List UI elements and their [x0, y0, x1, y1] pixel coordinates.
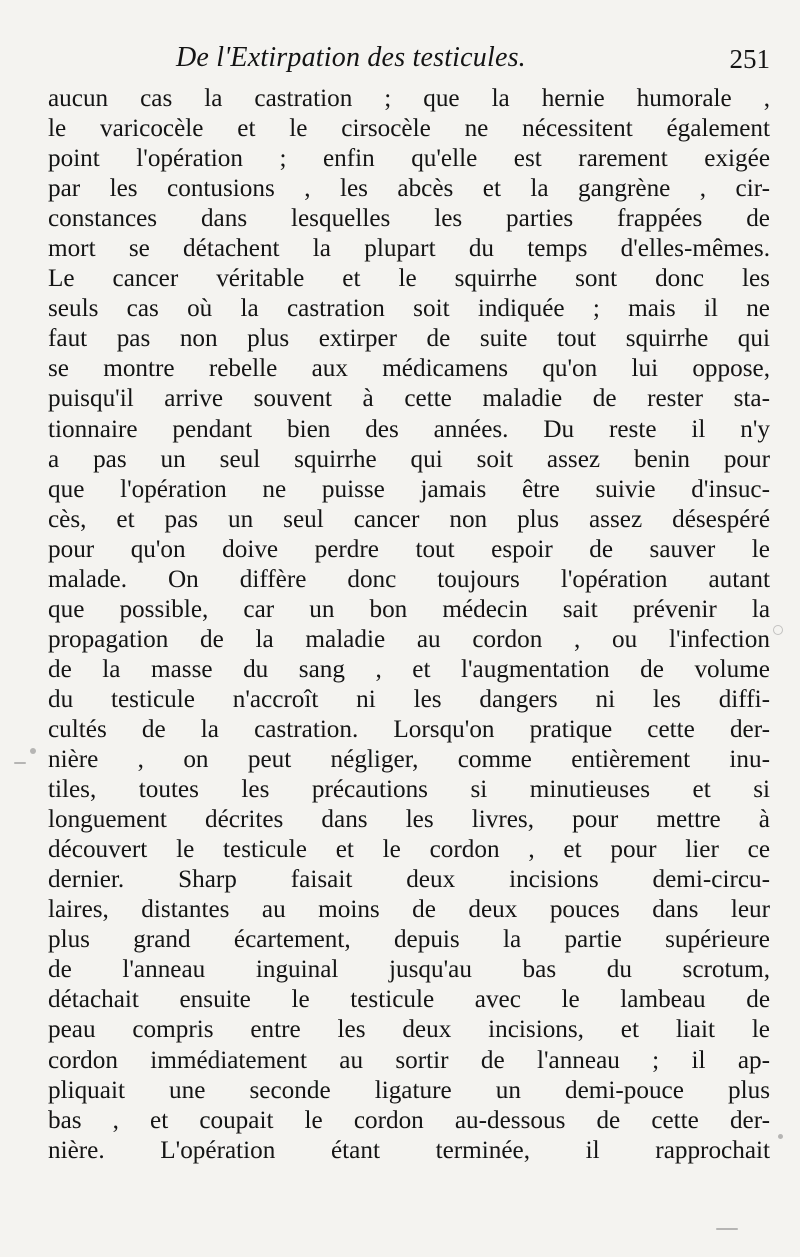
text-line: longuement décrites dans les livres, pour mettre à: [48, 806, 770, 834]
text-line: plus grand écartement, depuis la partie supérieure: [48, 926, 770, 954]
body-text: [48, 84, 770, 1166]
text-line: de la masse du sang , et l'augmentation de volume: [48, 655, 770, 683]
running-title: De l'Extirpation des testicules.: [176, 42, 526, 73]
text-line: détachait ensuite le testicule avec le lambeau de: [48, 986, 770, 1014]
text-line: pliquait une seconde ligature un demi-pouce plus: [48, 1076, 770, 1104]
text-line: seuls cas où la castration soit indiquée ; mais il ne: [48, 295, 770, 323]
page-number: 251: [729, 44, 770, 74]
text-line: de l'anneau inguinal jusqu'au bas du scrotum,: [48, 956, 770, 984]
text-line: malade. On diffère donc toujours l'opération autant: [48, 565, 770, 593]
text-line: faut pas non plus extirper de suite tout squirrhe qui: [48, 325, 770, 353]
running-head: [48, 42, 770, 82]
text-line: laires, distantes au moins de deux pouces dans leur: [48, 896, 770, 924]
text-line: aucun cas la castration ; que la hernie humorale ,: [48, 85, 770, 112]
text-line: propagation de la maladie au cordon , ou l'infection: [48, 625, 770, 653]
text-line: a pas un seul squirrhe qui soit assez benin pour: [48, 445, 770, 473]
text-line: peau compris entre les deux incisions, et liait le: [48, 1016, 770, 1044]
text-line: se montre rebelle aux médicamens qu'on lui oppose,: [48, 355, 770, 383]
text-line: le varicocèle et le cirsocèle ne nécessitent également: [48, 115, 770, 143]
text-line: tiles, toutes les précautions si minutieuses et si: [48, 776, 770, 804]
text-line: mort se détachent la plupart du temps d'elles-mêmes.: [48, 235, 770, 263]
text-line: constances dans lesquelles les parties frappées de: [48, 205, 770, 233]
paper-speck: [778, 1134, 783, 1139]
text-line: point l'opération ; enfin qu'elle est rarement exigée: [48, 145, 770, 173]
paper-speck: [30, 748, 36, 754]
text-line: que possible, car un bon médecin sait prévenir la: [48, 595, 770, 623]
text-line: tionnaire pendant bien des années. Du reste il n'y: [48, 415, 770, 443]
text-line: puisqu'il arrive souvent à cette maladie de rester sta-: [48, 385, 770, 413]
text-line: cès, et pas un seul cancer non plus assez désespéré: [48, 505, 770, 533]
text-line: nière. L'opération étant terminée, il rapprochait: [48, 1136, 770, 1164]
text-line: Le cancer véritable et le squirrhe sont donc les: [48, 265, 770, 293]
text-line: que l'opération ne puisse jamais être suivie d'insuc-: [48, 475, 770, 503]
text-line: dernier. Sharp faisait deux incisions demi-circu-: [48, 866, 770, 894]
text-line: pour qu'on doive perdre tout espoir de sauver le: [48, 535, 770, 563]
text-line: découvert le testicule et le cordon , et pour lier ce: [48, 836, 770, 864]
text-line: cordon immédiatement au sortir de l'anneau ; il ap-: [48, 1046, 770, 1074]
text-line: par les contusions , les abcès et la gangrène , cir-: [48, 175, 770, 203]
paper-speck: [14, 762, 26, 764]
paper-speck: [716, 1228, 738, 1230]
text-line: cultés de la castration. Lorsqu'on pratique cette der-: [48, 715, 770, 743]
text-line: nière , on peut négliger, comme entièrement inu-: [48, 746, 770, 774]
paper-speck: [773, 625, 783, 635]
text-line: du testicule n'accroît ni les dangers ni les diffi-: [48, 685, 770, 713]
text-line: bas , et coupait le cordon au-dessous de cette der-: [48, 1106, 770, 1134]
